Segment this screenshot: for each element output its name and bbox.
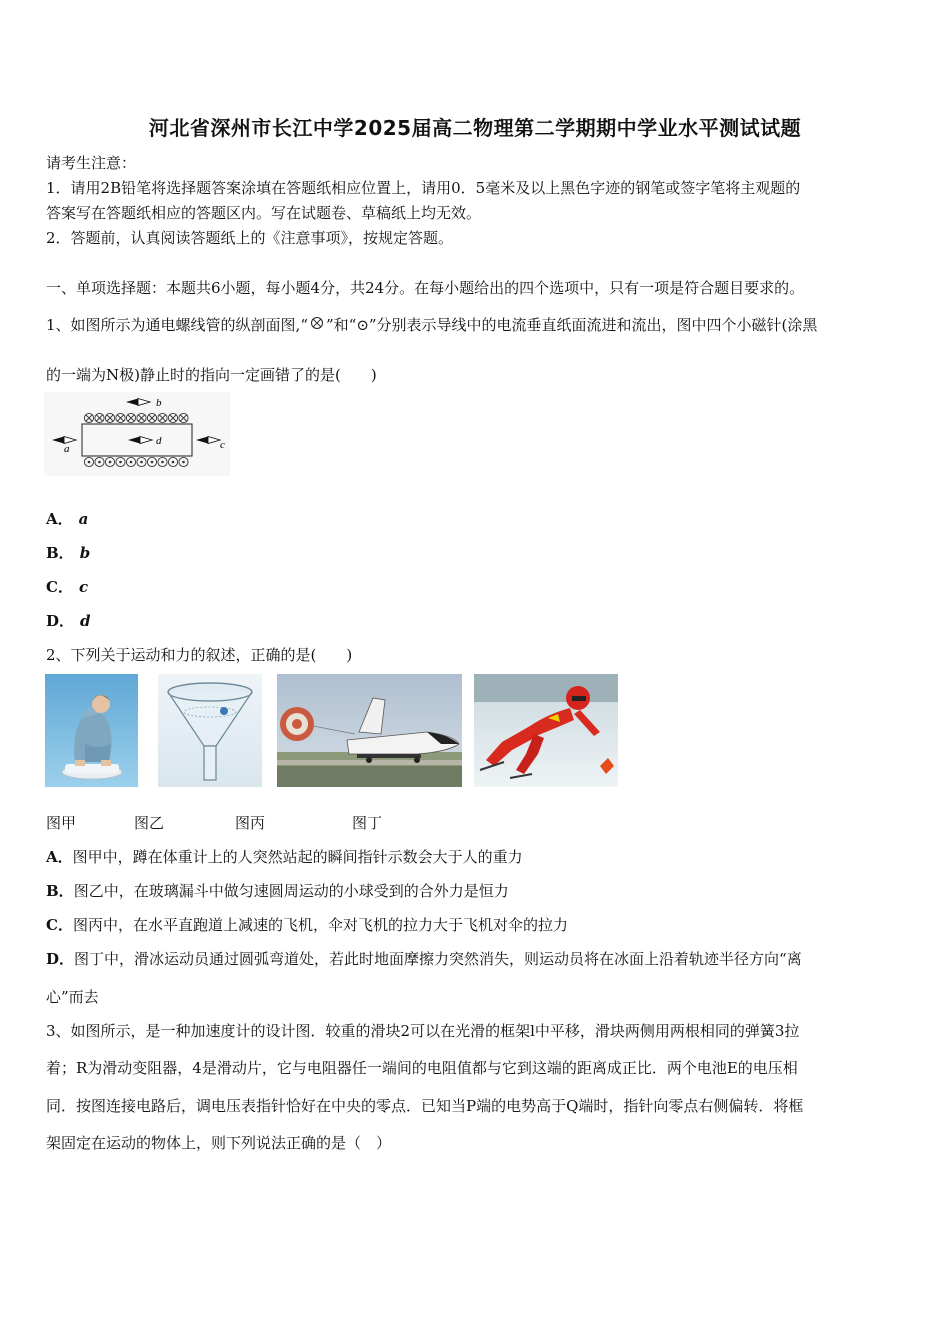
notice-line-3: 2．答题前，认真阅读答题纸上的《注意事项》，按规定答题。 (46, 229, 454, 247)
q1-option-a[interactable] (46, 508, 88, 529)
caption-ding: 图丁 (352, 814, 383, 832)
q3-stem-line-1: 3、如图所示，是一种加速度计的设计图．较重的滑块2可以在光滑的框架l中平移，滑块两侧用两根相同的弹簧3拉 (46, 1022, 800, 1040)
option-text: b (79, 544, 91, 562)
q1-option-d[interactable] (46, 610, 91, 631)
option-text: 图丙中，在水平直跑道上减速的飞机，伞对飞机的拉力大于飞机对伞的拉力 (72, 916, 568, 934)
figure-bing-shuttle (277, 674, 462, 787)
figure-jia-scale (45, 674, 138, 787)
q2-option-d-continued: 心”而去 (46, 988, 99, 1006)
label-d: d (156, 435, 162, 447)
q1-option-b[interactable] (46, 542, 90, 563)
q3-stem-line-2: 着；R为滑动变阻器，4是滑动片，它与电阻器任一端间的电阻值都与它到这端的距离成正比．两个电池E的电压相 (46, 1059, 798, 1077)
page-title: 河北省深州市长江中学2025届高二物理第二学期期中学业水平测试试题 (148, 116, 802, 140)
q2-option-d[interactable] (46, 948, 802, 969)
q1-stem-part-b: ”和“⊙”分别表示导线中的电流垂直纸面流进和流出，图中四个小磁针(涂黑 (325, 316, 818, 334)
option-letter: A． (46, 510, 73, 528)
q1-stem-line-2: 的一端为N极)静止时的指向一定画错了的是( ) (46, 366, 377, 384)
label-c: c (220, 439, 225, 451)
option-letter: D． (46, 950, 75, 968)
option-letter: B． (46, 882, 74, 900)
notice-line-2: 答案写在答题纸相应的答题区内。写在试题卷、草稿纸上均无效。 (46, 204, 482, 222)
caption-jia: 图甲 (46, 814, 77, 832)
option-text: 图丁中，滑冰运动员通过圆弧弯道处，若此时地面摩擦力突然消失，则运动员将在冰面上沿着轨迹半径方向“离 (74, 950, 802, 968)
q2-option-c[interactable] (46, 914, 568, 935)
option-text: 图乙中，在玻璃漏斗中做匀速圆周运动的小球受到的合外力是恒力 (73, 882, 509, 900)
notice-heading: 请考生注意： (46, 154, 137, 172)
caption-bing: 图丙 (235, 814, 266, 832)
q2-option-a[interactable] (46, 846, 523, 867)
solenoid-figure (44, 392, 230, 476)
option-letter: D． (46, 612, 75, 630)
q2-option-b[interactable] (46, 880, 509, 901)
label-a: a (64, 443, 70, 455)
q3-stem-line-4: 架固定在运动的物体上，则下列说法正确的是（ ） (46, 1134, 392, 1152)
option-text: d (80, 612, 91, 630)
section-heading: 一、单项选择题：本题共6小题，每小题4分，共24分。在每小题给出的四个选项中，只有一项是符合题目要求的。 (46, 279, 805, 297)
option-text: c (78, 578, 89, 596)
option-text: a (78, 510, 89, 528)
q2-stem: 2、下列关于运动和力的叙述，正确的是( ) (46, 646, 353, 664)
option-letter: A． (46, 848, 73, 866)
q1-stem-line-1 (46, 314, 817, 335)
notice-line-1: 1．请用2B铅笔将选择题答案涂填在答题纸相应位置上，请用0．5毫米及以上黑色字迹的钢笔或签字笔将主观题的 (46, 179, 801, 197)
figure-yi-funnel (158, 674, 262, 787)
label-b: b (156, 397, 162, 409)
option-letter: C． (46, 578, 73, 596)
option-text: 图甲中，蹲在体重计上的人突然站起的瞬间指针示数会大于人的重力 (72, 848, 523, 866)
option-letter: B． (46, 544, 74, 562)
figure-ding-skater (474, 674, 618, 787)
q1-stem-part-a: 1、如图所示为通电螺线管的纵剖面图,“ (46, 316, 308, 334)
option-letter: C． (46, 916, 73, 934)
q3-stem-line-3: 同．按图连接电路后，调电压表指针恰好在中央的零点．已知当P端的电势高于Q端时，指针向零点右侧偏转．将框 (46, 1097, 804, 1115)
caption-yi: 图乙 (134, 814, 165, 832)
q1-option-c[interactable] (46, 576, 88, 597)
